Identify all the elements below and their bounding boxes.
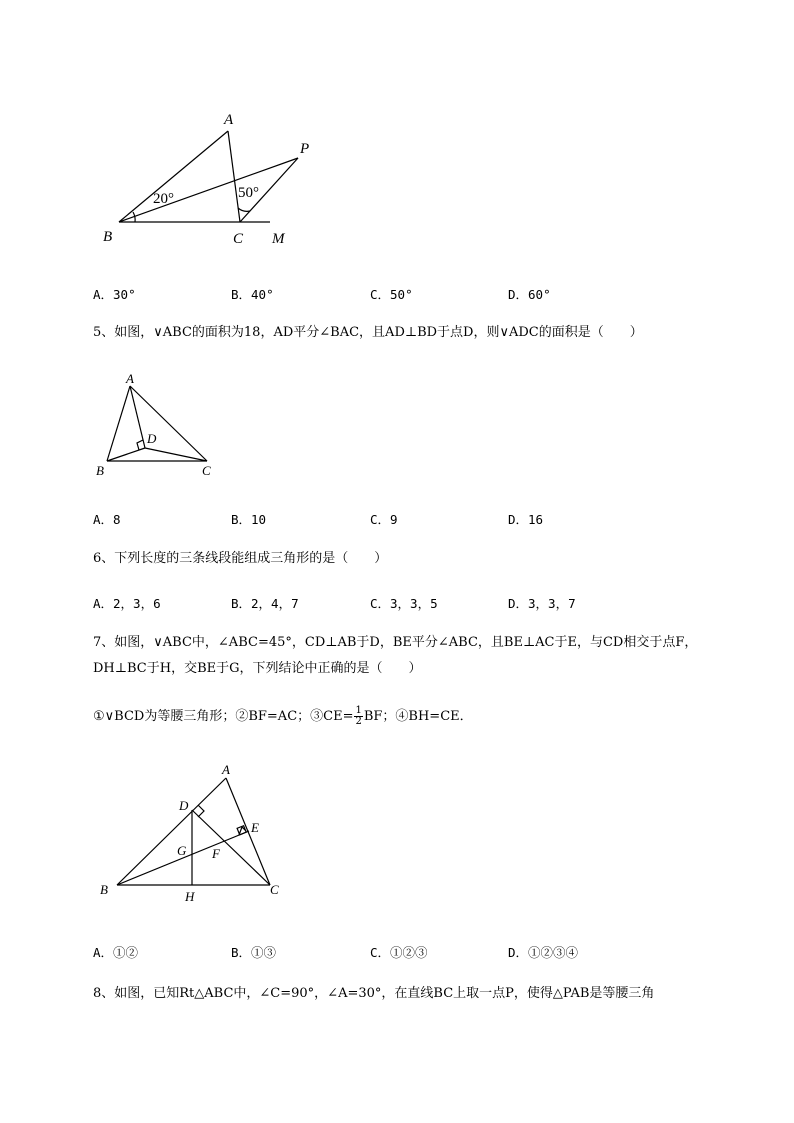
q4-option-c: C．50° [370, 287, 413, 302]
q7-option-c: C．①②③ [370, 945, 428, 960]
q7-conclusions [93, 705, 473, 729]
q7-option-b: B．①③ [231, 945, 277, 960]
q5-option-b: B．10 [231, 512, 267, 527]
q5-option-a: A．8 [93, 512, 121, 527]
fraction-one-half: $\frac{1}{2}$ [355, 705, 362, 727]
q6-option-d: D．3，3，7 [508, 596, 576, 611]
label-D: D [179, 798, 189, 813]
q4-option-b: B．40° [231, 287, 274, 302]
label-C: C [233, 231, 244, 247]
q7-conclusions-pre: ①∨BCD为等腰三角形；②BF=AC；③CE= [93, 709, 354, 724]
label-H: H [185, 889, 195, 904]
q6-option-c: C．3，3，5 [370, 596, 438, 611]
label-G: G [177, 843, 187, 858]
q6-question: 6、下列长度的三条线段能组成三角形的是（ ） [93, 551, 388, 566]
label-M: M [272, 231, 285, 247]
label-C: C [270, 882, 279, 897]
figure-q7 [95, 758, 295, 908]
q5-question: 5、如图，∨ABC的面积为18，AD平分∠BAC，且AD⊥BD于点D，则∨ADC的面积是（ ） [93, 325, 643, 340]
q4-option-d: D．60° [508, 287, 551, 302]
q5-option-c: C．9 [370, 512, 398, 527]
q5-option-d: D．16 [508, 512, 544, 527]
label-A: A [224, 112, 234, 128]
q7-conclusions-post: BF；④BH=CE． [363, 709, 473, 724]
label-B: B [100, 882, 108, 897]
q7-question-line1: 7、如图，∨ABC中，∠ABC=45°，CD⊥AB于D，BE平分∠ABC，且BE⊥AC于E，与CD相交于点F， [93, 635, 698, 650]
angle-20: 20° [153, 191, 174, 207]
figure-q5 [92, 372, 222, 482]
label-D: D [147, 431, 157, 446]
q8-question: 8、如图，已知Rt△ABC中，∠C=90°，∠A=30°，在直线BC上取一点P，使得△PAB是等腰三角 [93, 986, 655, 1001]
label-C: C [202, 463, 211, 478]
label-A: A [126, 371, 134, 386]
label-P: P [300, 141, 310, 157]
label-A: A [222, 762, 230, 777]
angle-50: 50° [238, 185, 259, 201]
q7-question-line2: DH⊥BC于H，交BE于G，下列结论中正确的是（ ） [93, 661, 422, 676]
label-B: B [103, 229, 113, 245]
label-E: E [251, 820, 259, 835]
q7-option-a: A．①② [93, 945, 139, 960]
q6-option-a: A．2，3，6 [93, 596, 161, 611]
figure-q4 [95, 108, 335, 253]
q4-option-a: A．30° [93, 287, 136, 302]
q6-option-b: B．2，4，7 [231, 596, 299, 611]
q7-option-d: D．①②③④ [508, 945, 579, 960]
label-F: F [212, 846, 220, 861]
label-B: B [96, 463, 104, 478]
